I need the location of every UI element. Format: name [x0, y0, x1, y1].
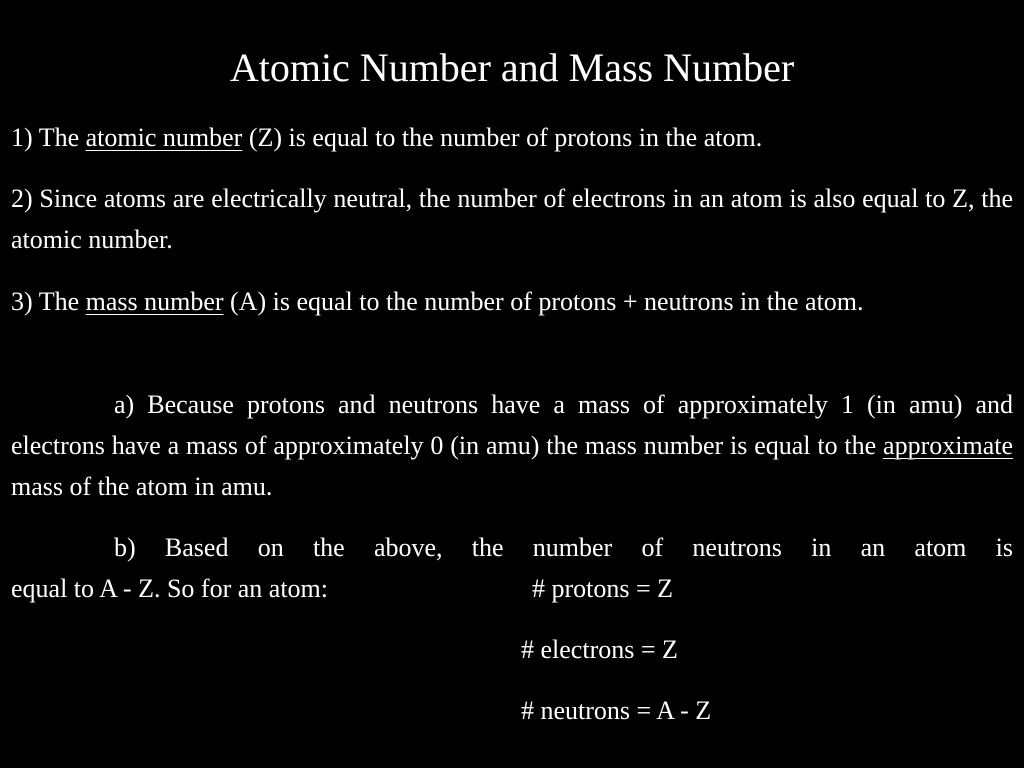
- mass-number-term: mass number: [85, 287, 224, 316]
- equation-electrons: # electrons = Z: [521, 635, 678, 664]
- point-3a-suffix: mass of the atom in amu.: [11, 472, 273, 501]
- point-3b-line-2: equal to A - Z. So for an atom:: [11, 574, 329, 603]
- point-3-mass-number: [11, 281, 1013, 322]
- slide-title: Atomic Number and Mass Number: [229, 45, 795, 90]
- point-1-suffix: (Z) is equal to the number of protons in the atom.: [242, 123, 763, 152]
- approximate-term: approximate: [883, 431, 1013, 460]
- point-1-atomic-number: [11, 117, 1013, 158]
- point-1-prefix: 1) The: [11, 123, 86, 152]
- point-3a-approximate-mass: [11, 384, 1013, 507]
- equation-neutrons: # neutrons = A - Z: [521, 696, 712, 725]
- point-3-prefix: 3) The: [11, 287, 86, 316]
- atomic-number-term: atomic number: [85, 123, 243, 152]
- point-3-suffix: (A) is equal to the number of protons + neutrons in the atom.: [223, 287, 864, 316]
- point-3b-neutrons: [11, 527, 1013, 609]
- point-3a-prefix: a) Because protons and neutrons have a mass of approximately 1 (in amu) and electrons have a mass of approximately 0 (in amu) the mass number is equal to the: [11, 390, 1013, 460]
- equation-protons: # protons = Z: [532, 574, 674, 603]
- point-3b-line-1-text: b) Based on the above, the number of neutrons in an atom is: [114, 533, 1013, 562]
- point-3b-line-1: [11, 527, 1013, 568]
- point-2-electrons: 2) Since atoms are electrically neutral, the number of electrons in an atom is also equal to Z, the atomic number.: [11, 184, 1013, 254]
